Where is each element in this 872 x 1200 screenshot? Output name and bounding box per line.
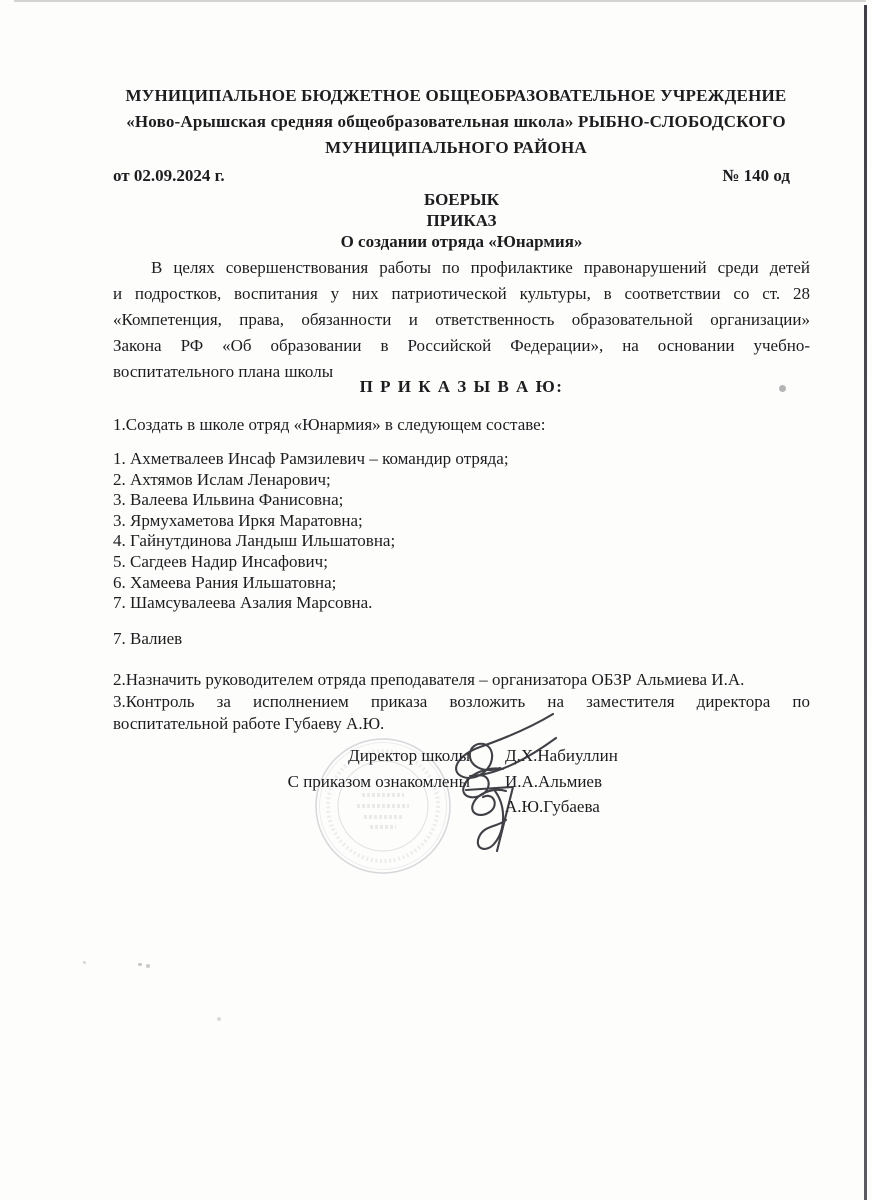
org-name-line-1: МУНИЦИПАЛЬНОЕ БЮДЖЕТНОЕ ОБЩЕОБРАЗОВАТЕЛЬНОЕ УЧРЕЖДЕНИЕ	[125, 86, 787, 105]
member-item: 5. Сагдеев Надир Инсафович;	[113, 551, 328, 571]
signature-squiggle-gubaeva-loop	[478, 791, 506, 849]
org-name-line-2: «Ново-Арышская средняя общеобразовательная школа» РЫБНО-СЛОБОДСКОГО	[126, 112, 786, 131]
preamble-line-1: В целях совершенствования работы по профилактике правонарушений среди детей	[151, 258, 810, 277]
member-item: 6. Хамеева Рания Ильшатовна;	[113, 572, 337, 592]
clause-2: 2.Назначить руководителем отряда преподавателя – организатора ОБЗР Альмиева И.А.	[113, 670, 745, 689]
member-item: 1. Ахметвалеев Инсаф Рамзилевич – командир отряда;	[113, 449, 509, 468]
org-name-line-3: МУНИЦИПАЛЬНОГО РАЙОНА	[325, 138, 587, 157]
member-item: 3. Валеева Ильвина Фанисовна;	[113, 490, 344, 510]
member-item: 2. Ахтямов Ислам Ленарович;	[113, 469, 331, 489]
extra-note: 7. Валиев	[113, 629, 183, 648]
scan-top-edge-line	[14, 0, 866, 2]
signer-role: С приказом ознакомлены	[287, 772, 470, 791]
preamble-line-2: и подростков, воспитания у них патриотической культуры, в соответствии со ст. 28	[113, 284, 810, 303]
order-subject: О создании отряда «Юнармия»	[340, 232, 583, 251]
preamble-line-5: воспитательного плана школы	[113, 362, 334, 381]
scan-speck	[146, 964, 150, 968]
member-item: 3. Ярмухаметова Иркя Маратовна;	[113, 510, 363, 530]
scan-speck	[83, 961, 86, 964]
order-verb: П Р И К А З Ы В А Ю:	[359, 377, 564, 396]
scan-right-edge-line	[864, 5, 867, 1200]
clause-3-line-2: воспитательной работе Губаеву А.Ю.	[113, 714, 385, 733]
member-item: 7. Шамсувалеева Азалия Марсовна.	[113, 593, 373, 613]
signer-role: Директор школы	[348, 746, 470, 765]
member-item: 4. Гайнутдинова Ландыш Ильшатовна;	[113, 531, 396, 551]
clause-1: 1.Создать в школе отряд «Юнармия» в следующем составе:	[113, 415, 546, 434]
signature-squiggle-almiev-dash	[466, 787, 512, 790]
order-date: от 02.09.2024 г.	[113, 166, 225, 185]
preamble-line-3: «Компетенция, права, обязанности и ответственность образовательной организации»	[113, 310, 810, 329]
signer-name: Д.Х.Набиуллин	[505, 746, 618, 765]
scan-speck	[138, 963, 142, 966]
order-title-russian: ПРИКАЗ	[426, 211, 497, 230]
signer-name: И.А.Альмиев	[505, 772, 602, 791]
scan-speck	[779, 385, 786, 392]
order-title-tatar: БОЕРЫК	[423, 190, 500, 209]
signer-name: А.Ю.Губаева	[505, 797, 600, 816]
scan-speck	[217, 1017, 221, 1021]
clause-3-line-1: 3.Контроль за исполнением приказа возложить на заместителя директора по	[113, 692, 810, 711]
preamble-line-4: Закона РФ «Об образовании в Российской Федерации», на основании учебно-	[113, 336, 810, 355]
order-number: № 140 од	[722, 166, 790, 185]
